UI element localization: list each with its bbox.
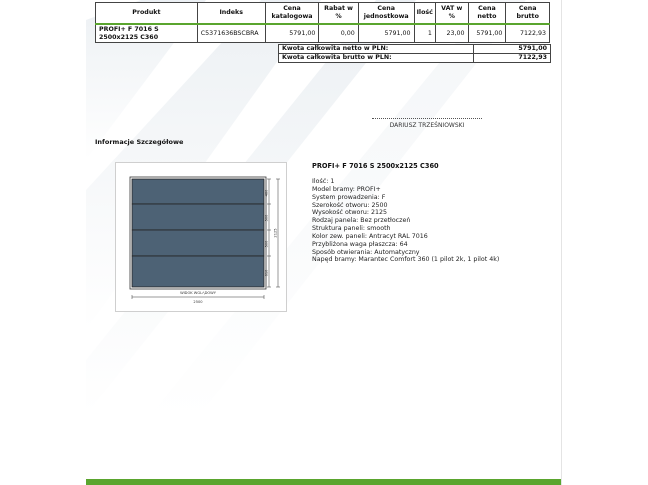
door-drawing-svg (116, 163, 286, 311)
cell-product: PROFI+ F 7016 S 2500x2125 C360 (96, 24, 198, 43)
total-gross-label: Kwota całkowita brutto w PLN: (279, 54, 474, 63)
view-label: WIDOK WGLĄDOWY (180, 291, 216, 295)
product-spec-list (312, 178, 499, 264)
spec-line: Sposób otwierania: Automatyczny (312, 248, 420, 256)
totals-table (278, 44, 551, 63)
spec-line: Rodzaj panela: Bez przetłoczeń (312, 217, 411, 225)
total-net-label: Kwota całkowita netto w PLN: (279, 45, 474, 54)
panel-2-height-label: 500 (264, 214, 269, 222)
cell-vat: 23,00 (435, 24, 468, 43)
total-height-label: 2125 (273, 228, 278, 238)
details-section-title: Informacje Szczegółowe (95, 138, 184, 146)
width-dimension-label: 2500 (193, 300, 203, 304)
header-product: Produkt (96, 3, 198, 25)
cell-net-price: 5791,00 (468, 24, 506, 43)
total-gross-row (279, 54, 551, 63)
header-net-price: Cena netto (468, 3, 506, 25)
table-header-row (96, 3, 550, 25)
cell-discount: 0,00 (319, 24, 358, 43)
door-panel-2 (132, 204, 264, 230)
total-gross-value: 7122,93 (474, 54, 551, 63)
door-panel-1 (132, 179, 264, 204)
total-net-value: 5791,00 (474, 45, 551, 54)
header-index: Indeks (197, 3, 265, 25)
header-vat: VAT w % (435, 3, 468, 25)
spec-line: System prowadzenia: F (312, 193, 386, 201)
cell-index: C5371636BSCBRA (197, 24, 265, 43)
header-quantity: Ilość (414, 3, 435, 25)
table-row (96, 24, 550, 43)
spec-line: Napęd bramy: Marantec Comfort 360 (1 pilot 2k, 1 pilot 4k) (312, 256, 500, 264)
signature-name: DARIUSZ TRZEŚNIOWSKI (372, 118, 482, 129)
door-drawing (115, 162, 287, 312)
panel-3-height-label: 500 (264, 240, 269, 248)
spec-line: Kolor zew. paneli: Antracyt RAL 7016 (312, 232, 428, 240)
cell-unit-price: 5791,00 (358, 24, 414, 43)
spec-line: Przybliżona waga płaszcza: 64 (312, 240, 408, 248)
panel-4-height-label: 610 (264, 269, 269, 277)
spec-line: Ilość: 1 (312, 178, 335, 185)
header-discount: Rabat w % (319, 3, 358, 25)
spec-line: Model bramy: PROFI+ (312, 185, 381, 193)
header-gross-price: Cena brutto (506, 3, 550, 25)
document-page (86, 0, 562, 485)
order-items-table (95, 2, 550, 43)
cell-quantity: 1 (414, 24, 435, 43)
spec-line: Szerokość otworu: 2500 (312, 201, 388, 209)
spec-line: Struktura paneli: smooth (312, 225, 391, 233)
header-unit-price: Cena jednostkowa (358, 3, 414, 25)
spec-line: Wysokość otworu: 2125 (312, 209, 388, 217)
product-spec-title: PROFI+ F 7016 S 2500x2125 C360 (312, 162, 439, 170)
panel-1-height-label: 480 (264, 189, 269, 197)
door-panel-4 (132, 256, 264, 287)
cell-catalog-price: 5791,00 (265, 24, 319, 43)
door-panel-3 (132, 230, 264, 256)
total-net-row (279, 45, 551, 54)
header-catalog-price: Cena katalogowa (265, 3, 319, 25)
cell-gross-price: 7122,93 (506, 24, 550, 43)
